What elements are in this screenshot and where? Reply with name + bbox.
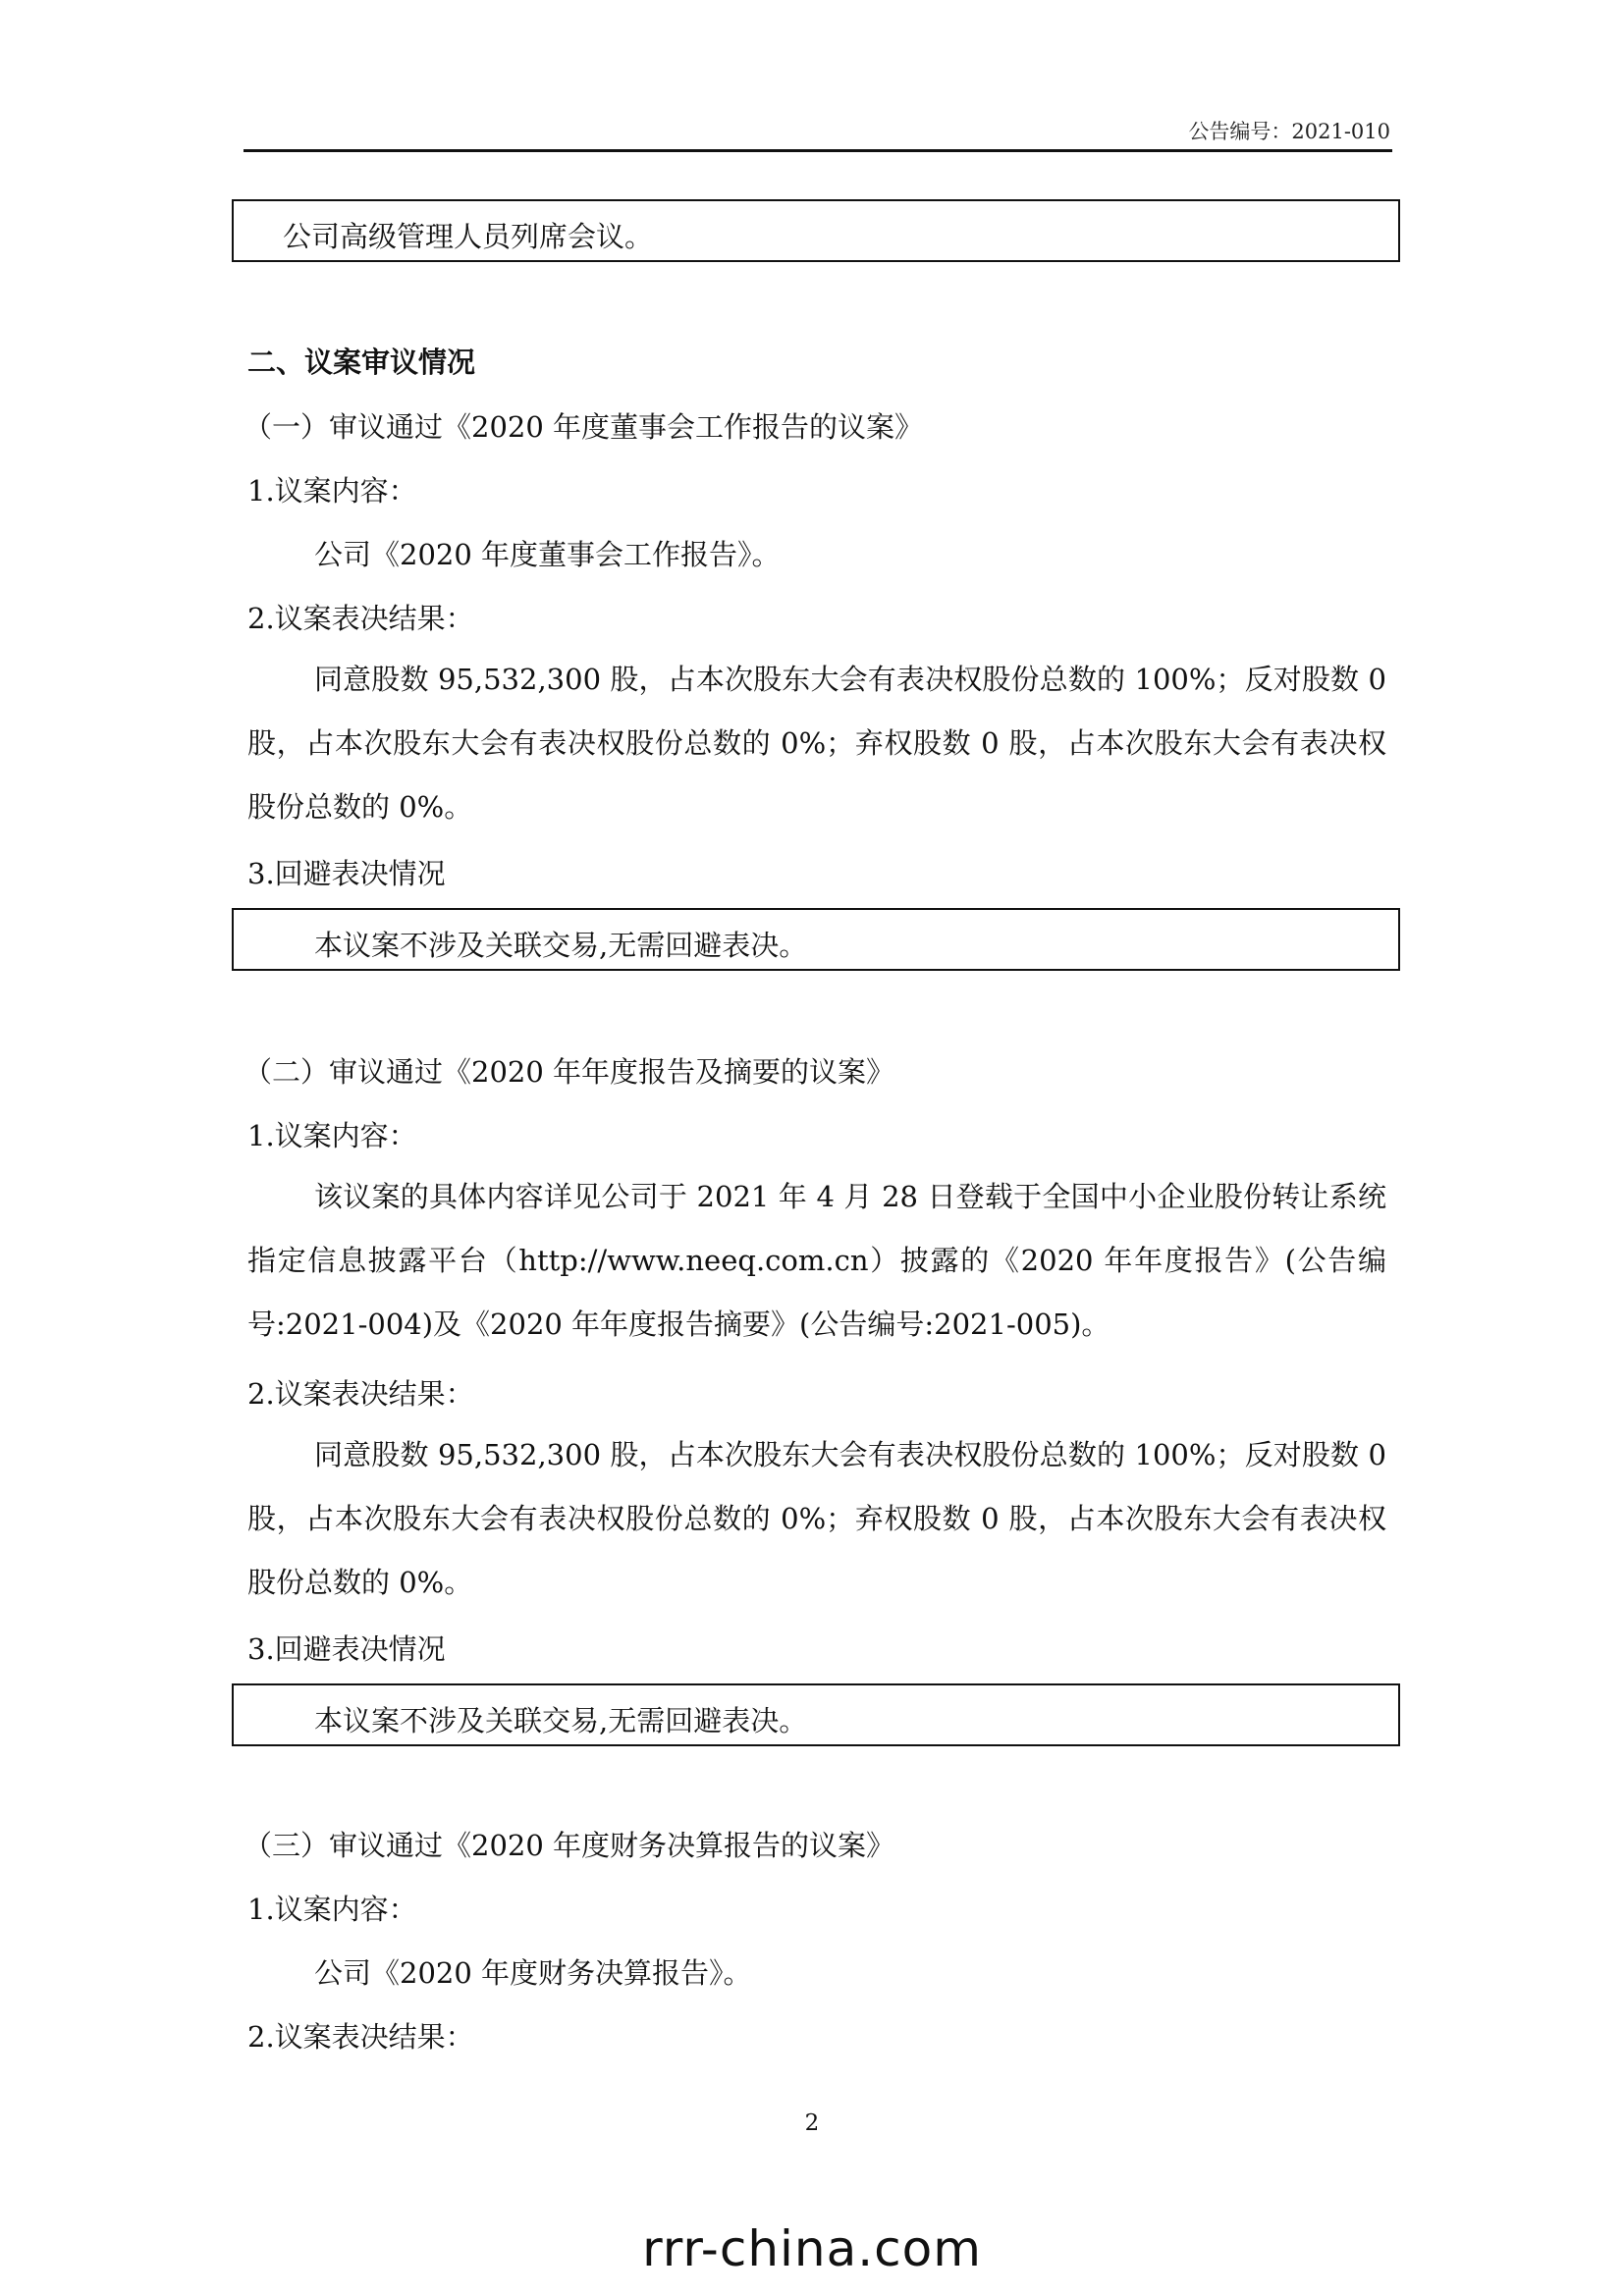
motion-2-result-label: 2.议案表决结果： (247, 1377, 474, 1411)
motion-2-avoid-text: 本议案不涉及关联交易,无需回避表决。 (314, 1704, 808, 1737)
motion-1-title: （一）审议通过《2020 年度董事会工作报告的议案》 (244, 410, 924, 444)
motion-1-avoid-box (232, 908, 1400, 971)
motion-1-result-label: 2.议案表决结果： (247, 602, 474, 635)
motion-1-content: 公司《2020 年度董事会工作报告》。 (314, 538, 781, 571)
header-rule (244, 149, 1392, 152)
attendance-text: 公司高级管理人员列席会议。 (283, 220, 654, 253)
motion-3-title: （三）审议通过《2020 年度财务决算报告的议案》 (244, 1829, 895, 1862)
motion-3-result-label: 2.议案表决结果： (247, 2020, 474, 2054)
motion-3-content-label: 1.议案内容： (247, 1893, 417, 1926)
motion-2-avoid-label: 3.回避表决情况 (247, 1632, 446, 1666)
motion-2-result: 同意股数 95,532,300 股，占本次股东大会有表决权股份总数的 100%；反对股数 0 股，占本次股东大会有表决权股份总数的 0%；弃权股数 0 股，占本次股东大会有表决权股份总数的 0%。 (247, 1438, 1386, 1599)
motion-2-avoid-box (232, 1683, 1400, 1746)
motion-3-content: 公司《2020 年度财务决算报告》。 (314, 1956, 752, 1990)
motion-1-content-label: 1.议案内容： (247, 474, 417, 507)
page-number: 2 (804, 2110, 820, 2136)
attendance-box (232, 199, 1400, 262)
motion-1-avoid-text: 本议案不涉及关联交易,无需回避表决。 (314, 929, 808, 962)
motion-2-content: 该议案的具体内容详见公司于 2021 年 4 月 28 日登载于全国中小企业股份转让系统指定信息披露平台（http://www.neeq.com.cn）披露的《2020 年年度报告》(公告编号:2021-004)及《2020 年年度报告摘要》(公告编号:2021-005)。 (247, 1180, 1386, 1341)
motion-1-result: 同意股数 95,532,300 股，占本次股东大会有表决权股份总数的 100%；反对股数 0 股，占本次股东大会有表决权股份总数的 0%；弃权股数 0 股，占本次股东大会有表决权股份总数的 0%。 (247, 663, 1386, 824)
section-title: 二、议案审议情况 (247, 346, 476, 379)
motion-2-content-label: 1.议案内容： (247, 1119, 417, 1152)
motion-2-title: （二）审议通过《2020 年年度报告及摘要的议案》 (244, 1055, 895, 1089)
motion-1-avoid-label: 3.回避表决情况 (247, 857, 446, 890)
site-watermark: rrr-china.com (642, 2220, 982, 2277)
notice-number: 公告编号：2021-010 (1188, 120, 1390, 143)
